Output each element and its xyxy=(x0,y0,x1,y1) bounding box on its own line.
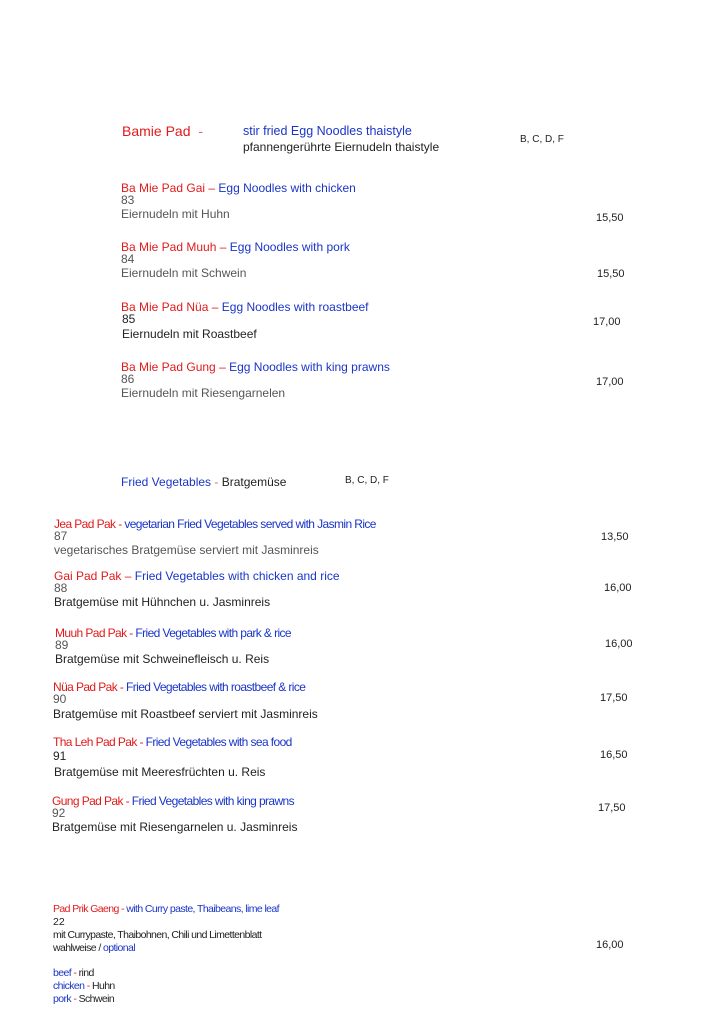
option-de: Schwein xyxy=(78,993,115,1005)
allergen-codes: B, C, D, F xyxy=(345,475,389,486)
item-name-de: Bratgemüse mit Roastbeef serviert mit Jasminreis xyxy=(53,707,318,721)
item-name: Tha Leh Pad Pak xyxy=(53,735,137,749)
item-heading xyxy=(55,626,291,640)
separator: - xyxy=(214,475,219,489)
item-price: 17,00 xyxy=(593,316,621,328)
separator: – xyxy=(219,240,227,254)
item-heading xyxy=(53,735,292,749)
item-name-en: Fried Vegetables with king prawns xyxy=(131,794,295,808)
separator: - xyxy=(73,967,77,979)
item-name: Jea Pad Pak xyxy=(54,517,116,531)
item-price: 16,50 xyxy=(600,749,628,761)
item-name: Ba Mie Pad Muuh xyxy=(121,240,217,254)
item-name-de: mit Currypaste, Thaibohnen, Chili und Limettenblatt xyxy=(53,929,262,941)
item-name: Ba Mie Pad Nüa xyxy=(121,300,209,314)
section-description-de: pfannengerührte Eiernudeln thaistyle xyxy=(243,140,440,154)
item-name-en: Fried Vegetables with park & rice xyxy=(135,626,292,640)
item-name: Ba Mie Pad Gai xyxy=(121,181,206,195)
item-name-de: Bratgemüse mit Hühnchen u. Jasminreis xyxy=(54,595,271,609)
choice-de: wahlweise / xyxy=(53,942,101,954)
item-number: 92 xyxy=(52,806,66,820)
item-name: Gung Pad Pak xyxy=(52,794,123,808)
item-name: Gai Pad Pak xyxy=(54,569,122,583)
option-item xyxy=(53,980,115,992)
item-price: 16,00 xyxy=(605,638,633,650)
item-number: 88 xyxy=(54,581,68,595)
item-name-en: Fried Vegetables with sea food xyxy=(145,735,292,749)
item-heading xyxy=(53,903,279,915)
item-name-de: Eiernudeln mit Schwein xyxy=(121,266,247,280)
separator: - xyxy=(118,517,122,531)
item-number: 91 xyxy=(53,749,67,763)
separator: - xyxy=(125,794,129,808)
separator: – xyxy=(124,569,132,583)
choice-note xyxy=(53,942,135,954)
section-title-text: Bamie Pad xyxy=(122,123,191,139)
item-number: 90 xyxy=(53,692,67,706)
item-price: 17,50 xyxy=(598,802,626,814)
item-number: 87 xyxy=(54,529,68,543)
section-title-de: Bratgemüse xyxy=(221,475,287,489)
section-title xyxy=(121,475,286,489)
item-name-de: Bratgemüse mit Riesengarnelen u. Jasminreis xyxy=(52,820,298,834)
section-title-text: Fried Vegetables xyxy=(121,475,212,489)
item-name-en: Egg Noodles with pork xyxy=(229,240,350,254)
item-price: 17,50 xyxy=(600,692,628,704)
item-name-de: Eiernudeln mit Huhn xyxy=(121,207,230,221)
item-price: 16,00 xyxy=(596,939,624,951)
item-heading xyxy=(121,240,350,254)
choice-en: optional xyxy=(103,942,135,954)
option-de: rind xyxy=(78,967,94,979)
separator: - xyxy=(119,680,124,694)
item-name-en: vegetarian Fried Vegetables served with Jasmin Rice xyxy=(124,517,376,531)
item-price: 15,50 xyxy=(597,268,625,280)
separator: – xyxy=(208,181,216,195)
separator: - xyxy=(121,903,124,915)
item-name-de: vegetarisches Bratgemüse serviert mit Jasminreis xyxy=(54,543,319,557)
separator: - xyxy=(139,735,143,749)
item-name: Muuh Pad Pak xyxy=(55,626,127,640)
option-item xyxy=(53,967,94,979)
item-name-en: Egg Noodles with chicken xyxy=(218,181,356,195)
item-number: 85 xyxy=(122,312,136,326)
item-price: 16,00 xyxy=(604,582,632,594)
separator: - xyxy=(73,993,77,1005)
item-heading xyxy=(53,680,305,694)
separator: – xyxy=(211,300,219,314)
item-name-en: Fried Vegetables with chicken and rice xyxy=(134,569,340,583)
option-en: chicken xyxy=(53,980,85,992)
item-heading xyxy=(121,181,356,195)
item-price: 17,00 xyxy=(596,376,624,388)
separator: – xyxy=(219,360,226,374)
allergen-codes: B, C, D, F xyxy=(520,134,564,145)
item-heading xyxy=(54,569,340,583)
item-heading xyxy=(121,360,390,374)
item-name: Nüa Pad Pak xyxy=(53,680,118,694)
item-price: 13,50 xyxy=(601,531,629,543)
separator: - xyxy=(129,626,133,640)
item-name-de: Bratgemüse mit Schweinefleisch u. Reis xyxy=(55,652,270,666)
item-name-en: Egg Noodles with king prawns xyxy=(229,360,390,374)
item-price: 15,50 xyxy=(596,212,624,224)
item-number: 84 xyxy=(121,252,135,266)
option-en: beef xyxy=(53,967,72,979)
separator: - xyxy=(86,980,90,992)
option-item xyxy=(53,993,114,1005)
item-name-de: Eiernudeln mit Roastbeef xyxy=(122,327,257,341)
item-name-en: Egg Noodles with roastbeef xyxy=(221,300,369,314)
item-name-en: with Curry paste, Thaibeans, lime leaf xyxy=(126,903,279,915)
option-en: pork xyxy=(53,993,72,1005)
item-name: Ba Mie Pad Gung xyxy=(121,360,216,374)
item-heading xyxy=(52,794,294,808)
item-number: 83 xyxy=(121,193,135,207)
item-name: Pad Prik Gaeng xyxy=(53,903,119,915)
item-name-de: Bratgemüse mit Meeresfrüchten u. Reis xyxy=(54,765,266,779)
item-name-de: Eiernudeln mit Riesengarnelen xyxy=(121,386,286,400)
item-number: 22 xyxy=(53,916,65,928)
item-number: 89 xyxy=(55,638,69,652)
section-title xyxy=(122,123,203,139)
item-number: 86 xyxy=(121,372,135,386)
item-heading xyxy=(121,300,369,314)
option-de: Huhn xyxy=(91,980,115,992)
item-heading xyxy=(54,517,376,531)
item-name-en: Fried Vegetables with roastbeef & rice xyxy=(126,680,306,694)
separator: - xyxy=(198,123,204,139)
section-description-en: stir fried Egg Noodles thaistyle xyxy=(243,124,412,138)
